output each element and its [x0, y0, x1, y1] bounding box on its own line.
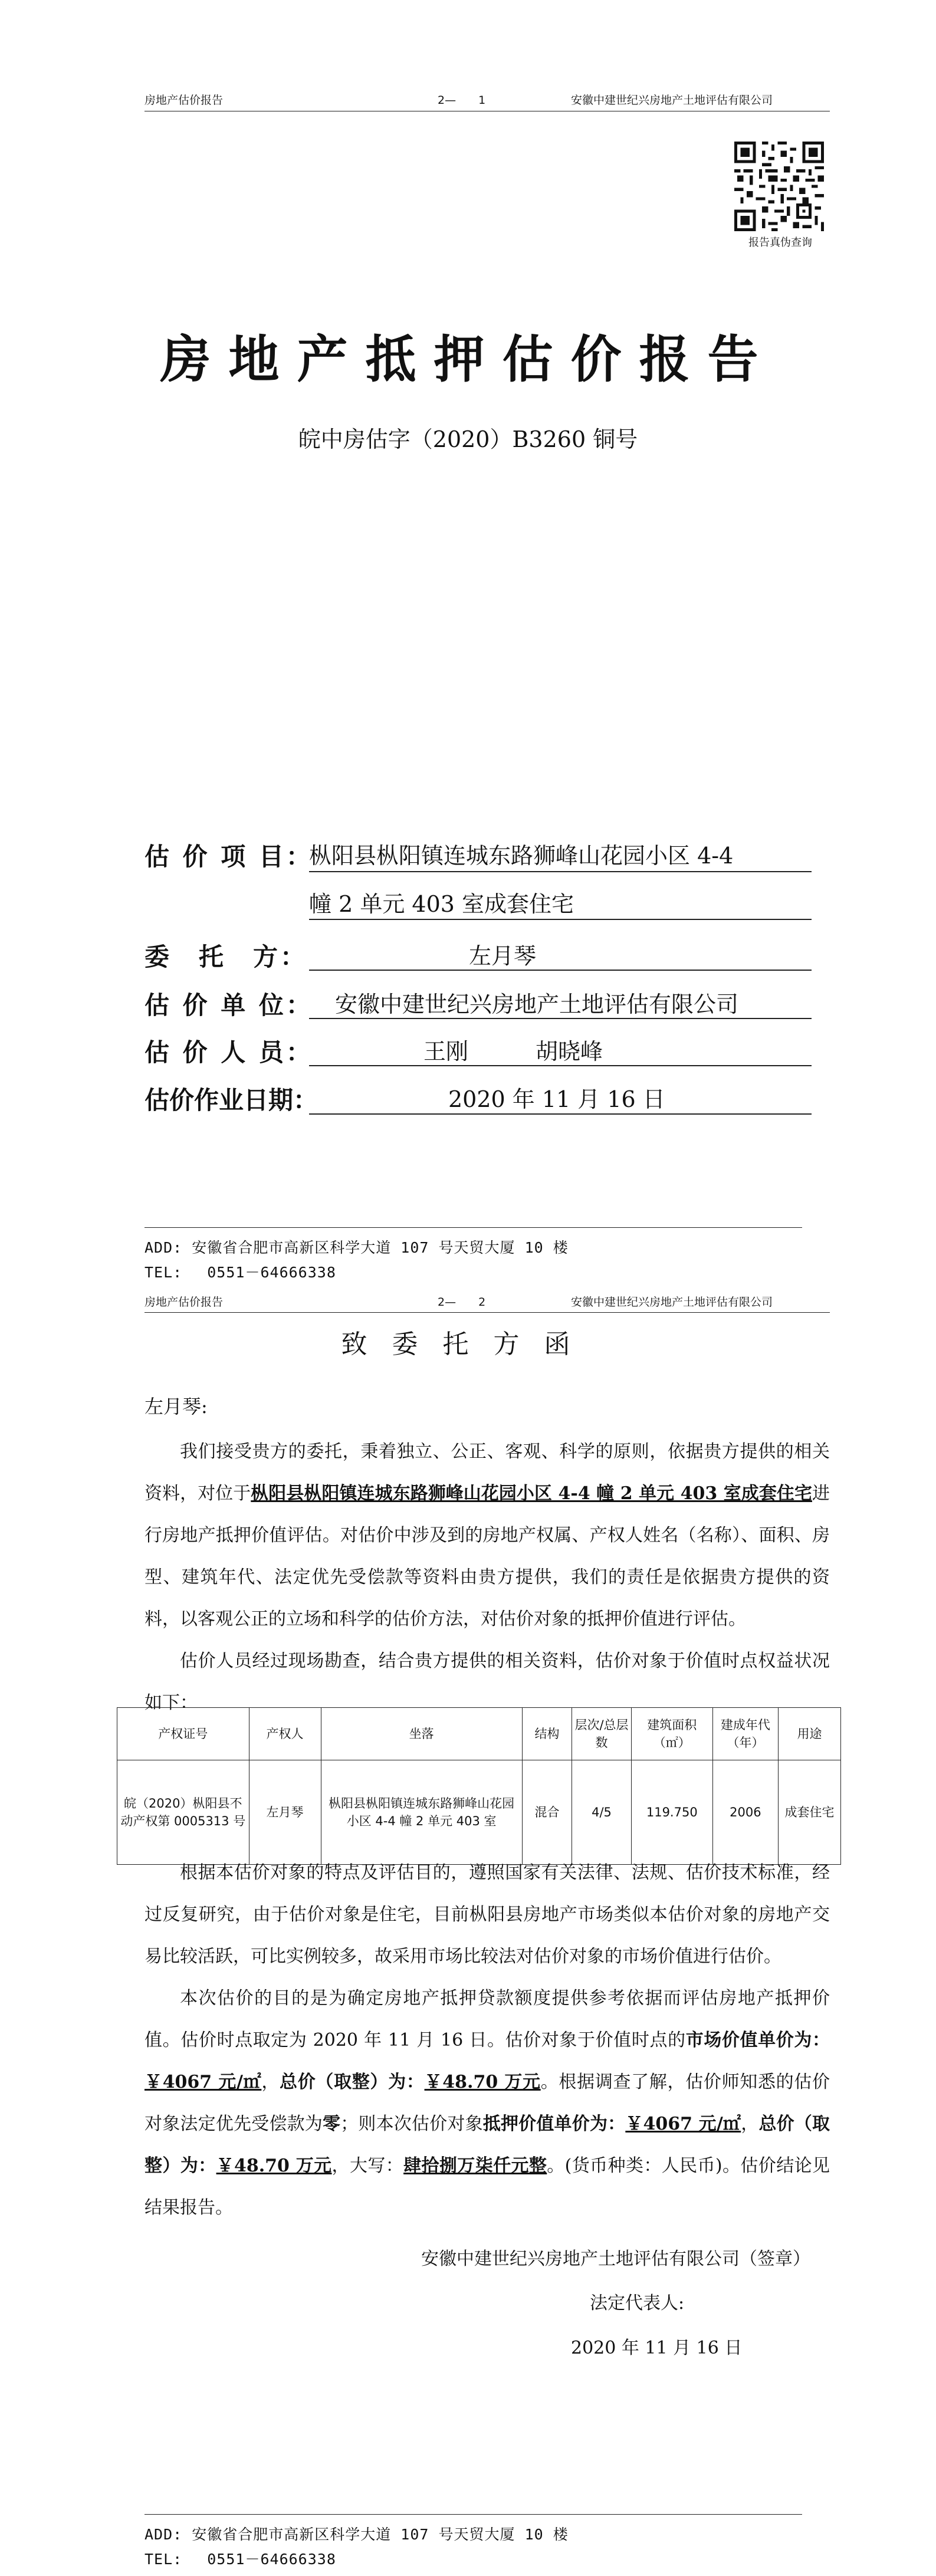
table-cell: 119.750	[631, 1760, 712, 1865]
paragraph-4	[144, 1977, 830, 2229]
col-header: 层次/总层数	[572, 1708, 632, 1760]
paragraph-3-4	[144, 1852, 830, 2229]
col-header: 产权人	[249, 1708, 321, 1760]
underline	[309, 1065, 812, 1066]
field-value-project-line2: 幢 2 单元 403 室成套住宅	[309, 891, 574, 917]
footer-address: ADD: 安徽省合肥市高新区科学大道 107 号天贸大厦 10 楼	[144, 2526, 569, 2543]
salutation: 左月琴:	[144, 1395, 208, 1418]
footer-telephone: TEL: 0551－64666338	[144, 1264, 336, 1281]
header-rule	[144, 1312, 830, 1313]
col-header: 用途	[779, 1708, 841, 1760]
field-value-work-date: 2020 年 11 月 16 日	[448, 1086, 665, 1112]
mortgage-total-price: ￥48.70 万元	[216, 2156, 332, 2176]
underline	[309, 1113, 812, 1115]
footer-telephone: TEL: 0551－64666338	[144, 2551, 336, 2568]
p4-text: 。(货币种类：人民币)。估价结论见结果报告。	[144, 2156, 830, 2218]
signature-representative: 法定代表人:	[590, 2293, 685, 2314]
p4-text: 。根据调查了解，估价师知悉的估价对象法定优先受偿款为	[144, 2072, 830, 2134]
market-unit-price: ￥4067 元/㎡	[144, 2072, 262, 2092]
col-header: 建成年代（年）	[712, 1708, 778, 1760]
running-header-right: 安徽中建世纪兴房地产土地评估有限公司	[571, 94, 773, 107]
underline	[309, 970, 812, 971]
col-header: 建筑面积（㎡）	[631, 1708, 712, 1760]
underline	[309, 1018, 812, 1019]
market-total-price: ￥48.70 万元	[424, 2072, 541, 2092]
report-title: 房地产抵押估价报告	[160, 330, 776, 389]
table-cell: 皖（2020）枞阳县不动产权第 0005313 号	[117, 1760, 249, 1865]
running-header-page: 2— 2	[438, 1296, 486, 1309]
footer-rule	[144, 1227, 802, 1228]
field-label-appraiser-firm: 估 价 单 位：	[144, 991, 313, 1020]
signature-company: 安徽中建世纪兴房地产土地评估有限公司（签章）	[421, 2249, 810, 2269]
field-value-appraiser-firm: 安徽中建世纪兴房地产土地评估有限公司	[335, 991, 739, 1017]
property-info-table	[117, 1707, 841, 1865]
qr-code-icon[interactable]	[734, 142, 824, 231]
p4-text: ；则本次估价对象	[340, 2114, 483, 2134]
table-cell: 4/5	[572, 1760, 632, 1865]
table-cell: 左月琴	[249, 1760, 321, 1865]
field-value-appraisers: 王刚 胡晓峰	[423, 1039, 603, 1064]
field-label-work-date: 估价作业日期：	[144, 1086, 318, 1115]
footer-rule	[144, 2514, 802, 2515]
table-cell: 混合	[522, 1760, 572, 1865]
running-header-right: 安徽中建世纪兴房地产土地评估有限公司	[571, 1296, 773, 1309]
p4-text: ，	[261, 2072, 280, 2092]
p4-bold: 市场价值单价为：	[685, 2030, 830, 2051]
paragraph-1	[144, 1431, 830, 1724]
table-row	[117, 1760, 841, 1865]
col-header: 坐落	[321, 1708, 522, 1760]
table-header-row	[117, 1708, 841, 1760]
field-label-project: 估 价 项 目：	[144, 842, 313, 871]
qr-caption: 报告真伪查询	[748, 236, 812, 249]
table-cell: 枞阳县枞阳镇连城东路狮峰山花园小区 4-4 幢 2 单元 403 室	[321, 1760, 522, 1865]
col-header: 结构	[522, 1708, 572, 1760]
p4-bold: 总价（取整）为：	[144, 2114, 830, 2176]
p4-text: ，	[741, 2114, 759, 2134]
col-header: 产权证号	[117, 1708, 249, 1760]
p4-bold: 抵押价值单价为：	[482, 2114, 626, 2134]
property-address: 枞阳县枞阳镇连城东路狮峰山花园小区 4-4 幢 2 单元 403 室成套住宅	[251, 1483, 812, 1504]
p1-text-a: 我们接受贵方的委托，秉着独立、公正、客观、科学的原则，依据贵方提供的相关资料，对位于	[144, 1441, 830, 1504]
letter-title: 致委托方函	[341, 1329, 595, 1359]
underline	[309, 871, 812, 872]
running-header-left: 房地产估价报告	[144, 94, 224, 107]
paragraph-2: 估价人员经过现场勘查，结合贵方提供的相关资料，估价对象于价值时点权益状况如下：	[144, 1651, 830, 1713]
p4-text: 本次估价的目的是为确定房地产抵押贷款额度提供参考依据而评估房地产抵押价值。估价时点取定为 2020 年 11 月 16 日。估价对象于价值时点的	[144, 1988, 830, 2051]
underline	[309, 919, 812, 920]
p1-text-c: 进行房地产抵押价值评估。对估价中涉及到的房地产权属、产权人姓名（名称）、面积、房型、建筑年代、法定优先受偿款等资料由贵方提供，我们的责任是依据贵方提供的资料，以客观公正的立场和科学的估价方法，对估价对象的抵押价值进行评估。	[144, 1483, 830, 1629]
signature-date: 2020 年 11 月 16 日	[571, 2338, 743, 2358]
field-value-project: 枞阳县枞阳镇连城东路狮峰山花园小区 4-4	[309, 843, 734, 869]
field-label-client: 委 托 方：	[144, 942, 308, 971]
mortgage-unit-price: ￥4067 元/㎡	[625, 2114, 741, 2134]
paragraph-3: 根据本估价对象的特点及评估目的，遵照国家有关法律、法规、估价技术标准，经过反复研究，由于估价对象是住宅，目前枞阳县房地产市场类似本估价对象的房地产交易比较活跃，可比实例较多，故采用市场比较法对估价对象的市场价值进行估价。	[144, 1862, 830, 1967]
p4-text: ，大写：	[331, 2156, 404, 2176]
amount-in-words: 肆拾捌万柒仟元整	[403, 2156, 547, 2176]
p4-bold: 零	[322, 2114, 341, 2134]
footer-address: ADD: 安徽省合肥市高新区科学大道 107 号天贸大厦 10 楼	[144, 1239, 569, 1256]
table-cell: 成套住宅	[779, 1760, 841, 1865]
running-header-page: 2— 1	[438, 94, 486, 107]
running-header-left: 房地产估价报告	[144, 1296, 224, 1309]
p4-bold: 总价（取整）为：	[280, 2072, 425, 2092]
field-label-appraisers: 估 价 人 员：	[144, 1038, 313, 1067]
table-cell: 2006	[712, 1760, 778, 1865]
report-number: 皖中房估字（2020）B3260 铜号	[298, 426, 638, 452]
field-value-client: 左月琴	[469, 943, 537, 969]
